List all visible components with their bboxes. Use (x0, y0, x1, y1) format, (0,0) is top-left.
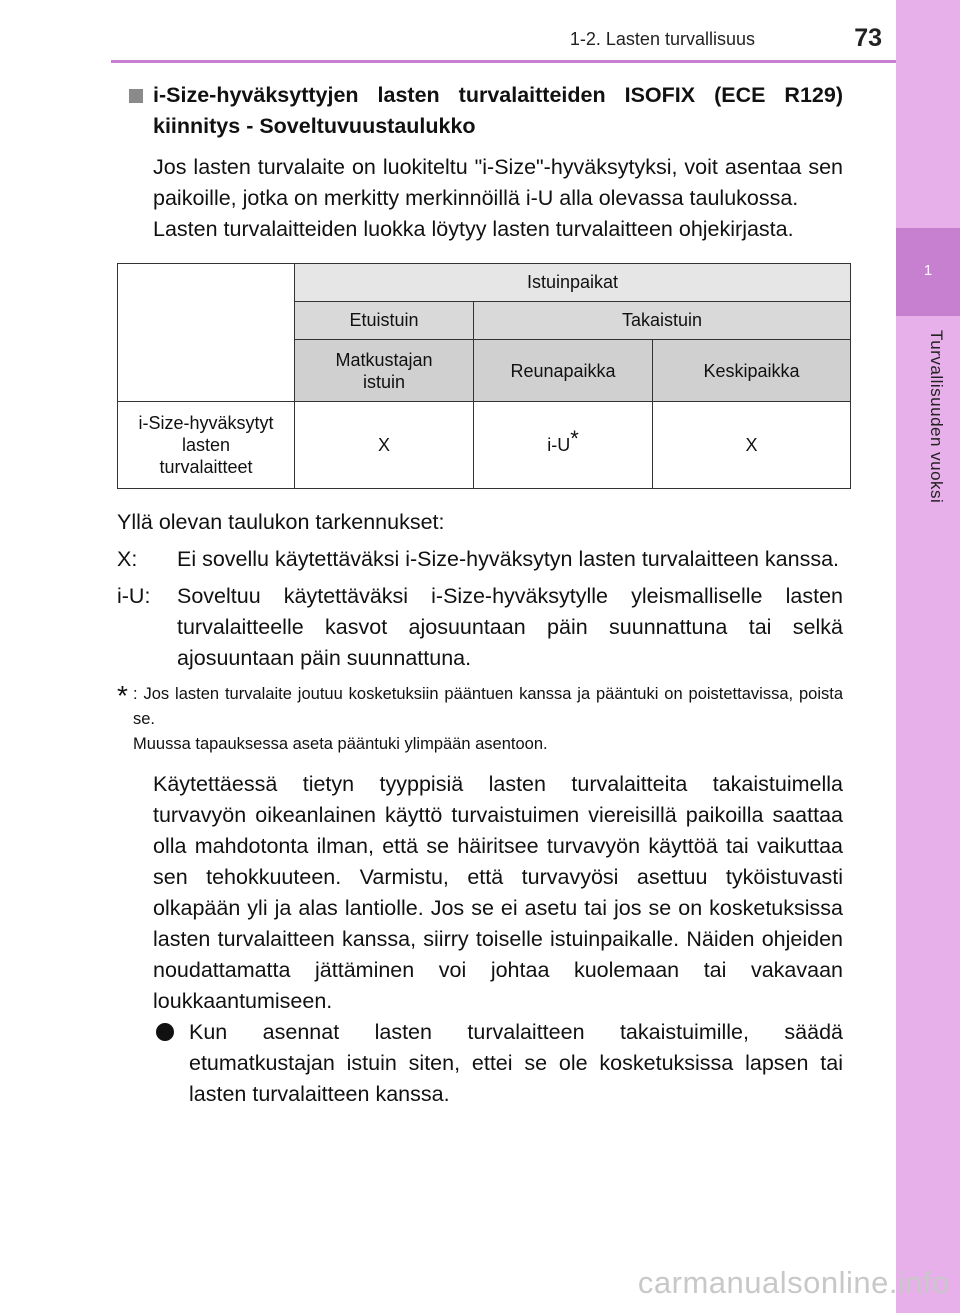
intro-paragraph-2: Lasten turvalaitteiden luokka löytyy lasten turvalaitteen ohjekirjasta. (153, 217, 794, 241)
page-number: 73 (854, 24, 882, 52)
footnote-mark: * (117, 680, 128, 711)
passenger-line-2: istuin (362, 371, 406, 392)
header-rear-seat: Takaistuin (474, 302, 851, 340)
term-x: X: (117, 547, 138, 571)
section-heading (117, 80, 843, 142)
warning-paragraph: Käytettäessä tietyn tyyppisiä lasten turvalaitteita takaistuimella turvavyön oikeanlainen käyttö turvaistuimen viereisillä paikoilla saattaa olla mahdotonta ilman, että se häiritsee turvavyön käyttöä tai vaikuttaa sen tehokkuuteen. Varmistu, että turvavyösi asettuu tyköistuvasti olkapään yli ja alas lantiolle. Jos se ei asetu tai jos se on kosketuksissa lasten turvalaitteen kanssa, siirry toiselle istuinpaikalle. Näiden ohjeiden noudattamatta jättäminen voi johtaa kuolemaan tai vakavaan loukkaantumiseen. (153, 772, 843, 1013)
definition-x-text: Ei sovellu käytettäväksi i-Size-hyväksytyn lasten turvalaitteen kanssa. (177, 547, 840, 571)
section-title: 1-2. Lasten turvallisuus (569, 29, 755, 49)
term-iu: i-U: (117, 584, 151, 608)
table-corner-cell (118, 264, 295, 402)
header-seating-positions: Istuinpaikat (295, 264, 851, 302)
cell-outboard: i-U* (474, 402, 653, 489)
square-bullet-icon (129, 89, 143, 103)
bullet-text: Kun asennat lasten turvalaitteen takaistuimille, säädä etumatkustajan istuin siten, ettei se ole kosketuksissa lapsen tai lasten turvalaitteen kanssa. (189, 1020, 843, 1106)
definition-iu (117, 581, 843, 674)
header-center: Keskipaikka (653, 340, 851, 402)
asterisk-mark: * (570, 425, 579, 451)
footnote-text-2: Muussa tapauksessa aseta pääntuki ylimpään asentoon. (133, 735, 548, 753)
cell-center: X (653, 402, 851, 489)
chapter-sidebar (896, 0, 960, 1313)
cell-passenger: X (295, 402, 474, 489)
row-label: i-Size-hyväksytyt lasten turvalaitteet (118, 402, 295, 489)
chapter-number: 1 (923, 262, 933, 279)
list-item (189, 1017, 843, 1110)
table-row (118, 402, 851, 489)
header-divider (111, 60, 896, 63)
heading-text: i-Size-hyväksyttyjen lasten turvalaitteiden ISOFIX (ECE R129) kiinnitys - Soveltuvuustaulukko (153, 83, 843, 138)
chapter-title: Turvallisuuden vuoksi (927, 330, 946, 504)
intro-paragraph: Jos lasten turvalaite on luokiteltu "i-Size"-hyväksytyksi, voit asentaa sen paikoille, jotka on merkitty merkinnöillä i-U alla olevassa taulukossa. (153, 155, 843, 210)
definition-x (117, 544, 843, 575)
round-bullet-icon (156, 1023, 174, 1041)
header-front-seat: Etuistuin (295, 302, 474, 340)
header-passenger-seat (295, 340, 474, 402)
footnote-text-1: : Jos lasten turvalaite joutuu kosketuksiin pääntuen kanssa ja pääntuki on poistettavissa, poista se. (133, 685, 843, 728)
footnote (117, 682, 843, 757)
definition-iu-text: Soveltuu käytettäväksi i-Size-hyväksytylle yleismalliselle lasten turvalaitteelle kasvot ajosuuntaan päin suunnattuna tai selkä ajosuuntaan päin suunnattuna. (177, 584, 843, 670)
header-outboard: Reunapaikka (474, 340, 653, 402)
notes-title: Yllä olevan taulukon tarkennukset: (117, 510, 445, 534)
passenger-line-1: Matkustajan (335, 349, 433, 370)
suitability-table (117, 263, 851, 489)
watermark-link[interactable]: carmanualsonline.info (637, 1265, 950, 1300)
page-content (117, 80, 843, 1110)
